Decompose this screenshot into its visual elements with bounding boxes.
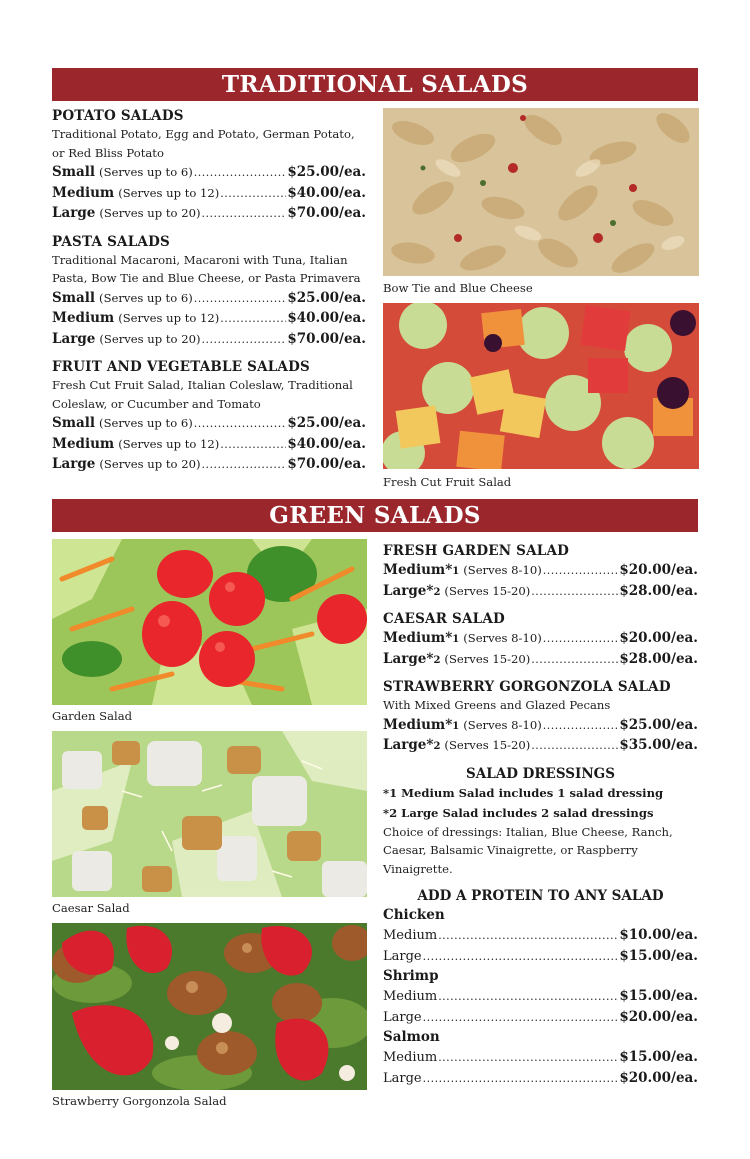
price: $35.00/ea. xyxy=(619,737,698,753)
price-row xyxy=(52,203,366,224)
caesar-salad-section xyxy=(383,610,698,669)
size-label: Medium* xyxy=(383,716,453,733)
size-label: Large xyxy=(52,330,96,347)
price: $15.00/ea. xyxy=(619,988,698,1004)
leader-dots xyxy=(531,582,618,603)
leader-dots xyxy=(201,455,286,476)
footnote-marker: 1 xyxy=(452,720,460,732)
size-label: Medium xyxy=(52,184,115,201)
size-label: Large* xyxy=(383,582,434,599)
serves-label: (Serves up to 20) xyxy=(99,331,201,346)
section-title: STRAWBERRY GORGONZOLA SALAD xyxy=(383,679,671,695)
size-label: Large* xyxy=(383,737,434,753)
section-title: FRESH GARDEN SALAD xyxy=(383,543,570,559)
size-label: Large xyxy=(383,1070,422,1086)
price: $28.00/ea. xyxy=(619,650,698,667)
price-row xyxy=(383,1007,698,1028)
section-description: or Red Bliss Potato xyxy=(52,145,164,160)
price: $20.00/ea. xyxy=(619,1069,698,1086)
size-label: Small xyxy=(52,415,96,431)
leader-dots xyxy=(194,289,287,310)
protein-section xyxy=(383,887,698,1088)
serves-label: (Serves 15-20) xyxy=(444,738,531,752)
price: $70.00/ea. xyxy=(287,205,366,221)
dressing-note: *2 Large Salad includes 2 salad dressings xyxy=(383,805,654,820)
photo-caption: Bow Tie and Blue Cheese xyxy=(383,281,533,295)
price: $10.00/ea. xyxy=(619,927,698,943)
photo-caption: Caesar Salad xyxy=(52,901,130,915)
price-row xyxy=(383,946,698,967)
size-label: Large xyxy=(52,205,96,221)
leader-dots xyxy=(220,435,286,456)
leader-dots xyxy=(543,716,619,737)
size-label: Medium xyxy=(383,989,438,1004)
leader-dots xyxy=(201,204,286,225)
price: $20.00/ea. xyxy=(619,630,698,646)
size-label: Small xyxy=(52,289,96,306)
section-title: ADD A PROTEIN TO ANY SALAD xyxy=(417,888,664,904)
size-label: Large xyxy=(383,948,422,964)
leader-dots xyxy=(438,1048,618,1069)
section-description: Traditional Macaroni, Macaroni with Tuna, Italian xyxy=(52,252,348,267)
price: $25.00/ea. xyxy=(287,415,366,431)
green-salads-banner: GREEN SALADS xyxy=(52,499,698,532)
dressing-note: *1 Medium Salad includes 1 salad dressing xyxy=(383,785,664,800)
section-description: Coleslaw, or Cucumber and Tomato xyxy=(52,396,261,411)
price-row xyxy=(383,628,698,649)
serves-label: (Serves 8-10) xyxy=(463,631,542,645)
section-description: With Mixed Greens and Glazed Pecans xyxy=(383,698,611,712)
section-title: CAESAR SALAD xyxy=(383,611,505,627)
size-label: Small xyxy=(52,164,96,180)
protein-name: Shrimp xyxy=(383,968,439,984)
pasta-salads-section xyxy=(52,233,366,350)
serves-label: (Serves up to 12) xyxy=(118,311,220,325)
price-row xyxy=(52,183,366,204)
serves-label: (Serves up to 12) xyxy=(118,436,220,451)
section-description: Choice of dressings: Italian, Blue Cheese, Ranch, xyxy=(383,824,673,839)
photo-caption: Fresh Cut Fruit Salad xyxy=(383,475,512,489)
size-label: Large xyxy=(383,1009,422,1025)
leader-dots xyxy=(543,629,619,650)
leader-dots xyxy=(423,1008,619,1029)
potato-salads-section xyxy=(52,107,366,224)
footnote-marker: 1 xyxy=(452,566,460,577)
strawberry-salad-photo xyxy=(52,923,367,1090)
serves-label: (Serves 15-20) xyxy=(444,651,531,666)
section-description: Traditional Potato, Egg and Potato, German Potato, xyxy=(52,127,355,141)
price: $25.00/ea. xyxy=(619,716,698,733)
price-row xyxy=(383,560,698,581)
price: $40.00/ea. xyxy=(287,310,366,326)
price-row xyxy=(383,581,698,602)
leader-dots xyxy=(438,987,618,1008)
serves-label: (Serves up to 20) xyxy=(99,457,201,471)
size-label: Medium xyxy=(383,1050,438,1065)
section-description: Caesar, Balsamic Vinaigrette, or Raspberry Vinaigrette. xyxy=(383,843,638,876)
price: $25.00/ea. xyxy=(287,289,366,306)
footnote-marker: 2 xyxy=(433,741,441,752)
salad-dressings-section xyxy=(383,765,698,879)
strawberry-gorgonzola-section xyxy=(383,678,698,756)
size-label: Medium* xyxy=(383,562,453,578)
price: $70.00/ea. xyxy=(287,330,366,347)
serves-label: (Serves up to 6) xyxy=(99,290,193,305)
leader-dots xyxy=(423,947,619,968)
section-title: POTATO SALADS xyxy=(52,108,184,124)
price: $20.00/ea. xyxy=(619,1008,698,1025)
price-row xyxy=(52,162,366,183)
price-row xyxy=(383,986,698,1007)
protein-name: Salmon xyxy=(383,1029,440,1045)
price: $15.00/ea. xyxy=(619,1049,698,1065)
leader-dots xyxy=(438,926,618,947)
protein-name: Chicken xyxy=(383,907,445,923)
price-row xyxy=(52,329,366,350)
serves-label: (Serves up to 20) xyxy=(99,206,201,220)
serves-label: (Serves 8-10) xyxy=(463,717,542,732)
size-label: Large* xyxy=(383,650,434,667)
fruit-vegetable-salads-section xyxy=(52,358,366,475)
price-row xyxy=(383,1068,698,1089)
traditional-salads-banner: TRADITIONAL SALADS xyxy=(52,68,698,101)
price: $40.00/ea. xyxy=(287,435,366,452)
bow-tie-pasta-photo xyxy=(383,108,699,276)
photo-caption: Strawberry Gorgonzola Salad xyxy=(52,1094,227,1108)
garden-salad-photo xyxy=(52,539,367,705)
section-title: SALAD DRESSINGS xyxy=(466,765,615,782)
serves-label: (Serves up to 6) xyxy=(99,165,193,179)
serves-label: (Serves 15-20) xyxy=(444,583,531,598)
photo-caption: Garden Salad xyxy=(52,709,133,723)
price-row xyxy=(383,649,698,670)
leader-dots xyxy=(194,163,287,184)
section-description: Pasta, Bow Tie and Blue Cheese, or Pasta Primavera xyxy=(52,271,361,285)
price: $15.00/ea. xyxy=(619,947,698,964)
leader-dots xyxy=(220,309,286,330)
size-label: Medium xyxy=(52,310,115,326)
section-title: FRUIT AND VEGETABLE SALADS xyxy=(52,359,310,375)
leader-dots xyxy=(220,184,286,205)
leader-dots xyxy=(201,330,286,351)
price-row xyxy=(52,454,366,475)
fresh-garden-salad-section xyxy=(383,542,698,601)
traditional-menu-column xyxy=(52,107,366,484)
section-description: Fresh Cut Fruit Salad, Italian Coleslaw, Traditional xyxy=(52,378,353,392)
price-row xyxy=(52,434,366,455)
price-row xyxy=(52,308,366,329)
price: $40.00/ea. xyxy=(287,184,366,201)
fruit-salad-photo xyxy=(383,303,699,469)
footnote-marker: 2 xyxy=(433,654,441,666)
price-row xyxy=(52,413,366,434)
serves-label: (Serves up to 12) xyxy=(118,185,220,200)
size-label: Medium* xyxy=(383,630,453,646)
leader-dots xyxy=(423,1069,619,1090)
size-label: Medium xyxy=(52,435,115,452)
leader-dots xyxy=(194,414,287,435)
caesar-salad-photo xyxy=(52,731,367,897)
price-row xyxy=(383,925,698,946)
size-label: Large xyxy=(52,456,96,472)
leader-dots xyxy=(531,736,618,757)
price-row xyxy=(383,1047,698,1068)
section-title: PASTA SALADS xyxy=(52,233,170,250)
price: $28.00/ea. xyxy=(619,582,698,599)
price: $25.00/ea. xyxy=(287,164,366,180)
leader-dots xyxy=(531,650,618,671)
price: $20.00/ea. xyxy=(619,562,698,578)
serves-label: (Serves 8-10) xyxy=(463,563,542,577)
price-row xyxy=(383,715,698,736)
size-label: Medium xyxy=(383,928,438,943)
footnote-marker: 2 xyxy=(433,586,441,598)
serves-label: (Serves up to 6) xyxy=(99,416,193,430)
price-row xyxy=(383,735,698,756)
footnote-marker: 1 xyxy=(452,634,460,645)
price: $70.00/ea. xyxy=(287,456,366,472)
green-menu-column xyxy=(383,542,698,1088)
leader-dots xyxy=(543,561,619,582)
price-row xyxy=(52,288,366,309)
